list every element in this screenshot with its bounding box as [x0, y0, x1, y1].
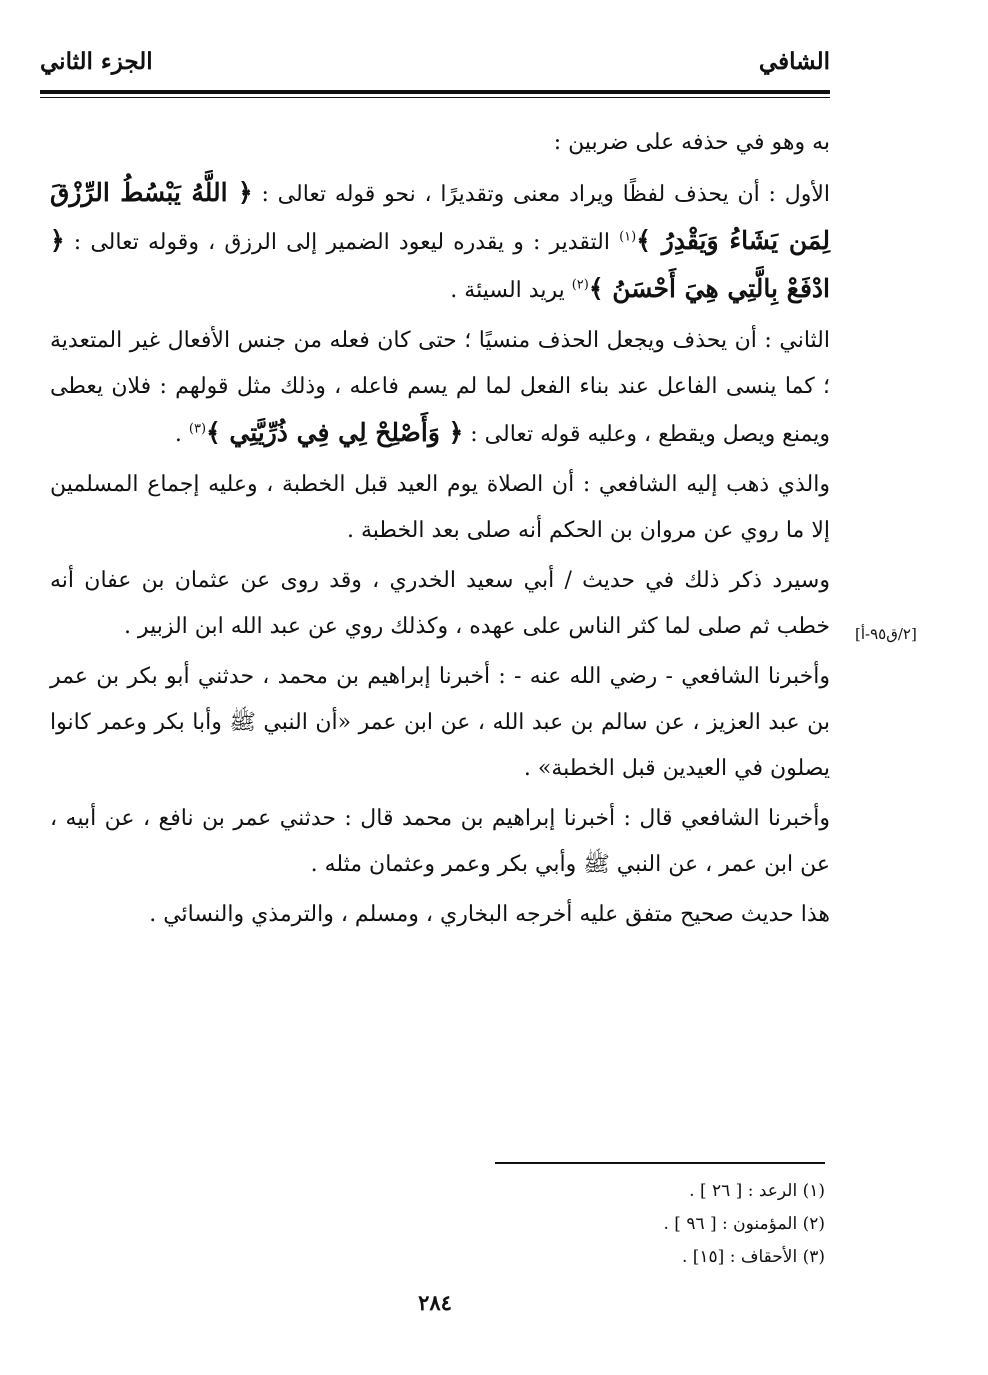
- page-number: ٢٨٤: [418, 1290, 452, 1315]
- quran-verse-1: ﴿ اللَّهُ يَبْسُطُ الرِّزْقَ لِمَن يَشَاءُ وَيَقْدِرُ ﴾: [50, 178, 831, 255]
- footnote-3: (٣) الأحقاف : [١٥] .: [681, 1247, 825, 1267]
- paragraph-2: [50, 170, 830, 314]
- footnote-1: (١) الرعد : [ ٢٦ ] .: [689, 1181, 825, 1201]
- footnote-ref-3: (٣): [188, 421, 207, 437]
- footnote-2: (٢) المؤمنون : [ ٩٦ ] .: [663, 1214, 825, 1234]
- running-header: [40, 48, 830, 88]
- footnote-ref-2: (٢): [571, 277, 589, 293]
- manuscript-folio-note: [٢/ق٩٥-أ]: [855, 625, 917, 643]
- paragraph-7: وأخبرنا الشافعي قال : أخبرنا إبراهيم بن محمد قال : حدثني عمر بن نافع ، عن أبيه ، عن ابن عمر ، عن النبي ﷺ وأبي بكر وعمر وعثمان مثله .: [50, 806, 830, 877]
- paragraph-3-end: .: [174, 422, 189, 447]
- paragraph-2-text-b: التقدير : و يقدره ليعود الضمير إلى الرزق ، وقوله تعالى :: [64, 230, 620, 255]
- paragraph-8: هذا حديث صحيح متفق عليه أخرجه البخاري ، ومسلم ، والترمذي والنسائي .: [149, 902, 830, 927]
- paragraph-2-text-c: يريد السيئة .: [450, 278, 572, 303]
- header-rule-thin: [40, 97, 830, 98]
- quran-verse-3: ﴿ وَأَصْلِحْ لِي فِي ذُرِّيَّتِي ﴾: [206, 418, 464, 447]
- header-rule-thick: [40, 90, 830, 94]
- quran-verse-2: ﴿ ادْفَعْ بِالَّتِي هِيَ أَحْسَنُ ﴾: [50, 226, 830, 303]
- paragraph-5: وسيرد ذكر ذلك في حديث / أبي سعيد الخدري ، وقد روى عن عثمان بن عفان أنه خطب ثم صلى لما كثر الناس على عهده ، وكذلك روي عن عبد الله ابن الزبير .: [50, 568, 830, 639]
- footnote-ref-1: (١): [619, 229, 637, 245]
- paragraph-4: والذي ذهب إليه الشافعي : أن الصلاة يوم العيد قبل الخطبة ، وعليه إجماع المسلمين إلا ما روي عن مروان بن الحكم أنه صلى بعد الخطبة .: [50, 472, 830, 543]
- paragraph-1: به وهو في حذفه على ضربين :: [553, 130, 830, 155]
- paragraph-6: وأخبرنا الشافعي - رضي الله عنه - : أخبرنا إبراهيم بن محمد ، حدثني أبو بكر بن عمر بن عبد العزيز ، عن سالم بن عبد الله ، عن ابن عمر «أن النبي ﷺ وأبا بكر وعمر كانوا يصلون في العيدين قبل الخطبة» .: [50, 664, 830, 781]
- paragraph-2-text-a: الأول : أن يحذف لفظًا ويراد معنى وتقديرًا ، نحو قوله تعالى :: [252, 182, 830, 207]
- part-title: الجزء الثاني: [40, 48, 153, 75]
- paragraph-3-text: الثاني : أن يحذف ويجعل الحذف منسيًا ؛ حتى كان فعله من جنس الأفعال غير المتعدية ؛ كما ينسى الفاعل عند بناء الفعل لما لم يسم فاعله ، وذلك مثل قولهم : فلان يعطى ويمنع ويصل ويقطع ، وعليه قوله تعالى :: [50, 328, 830, 447]
- book-title: الشافي: [758, 48, 830, 75]
- footnotes: [470, 1175, 825, 1274]
- paragraph-3: [50, 318, 830, 458]
- footnote-rule: [495, 1162, 825, 1164]
- body-text: [50, 120, 830, 942]
